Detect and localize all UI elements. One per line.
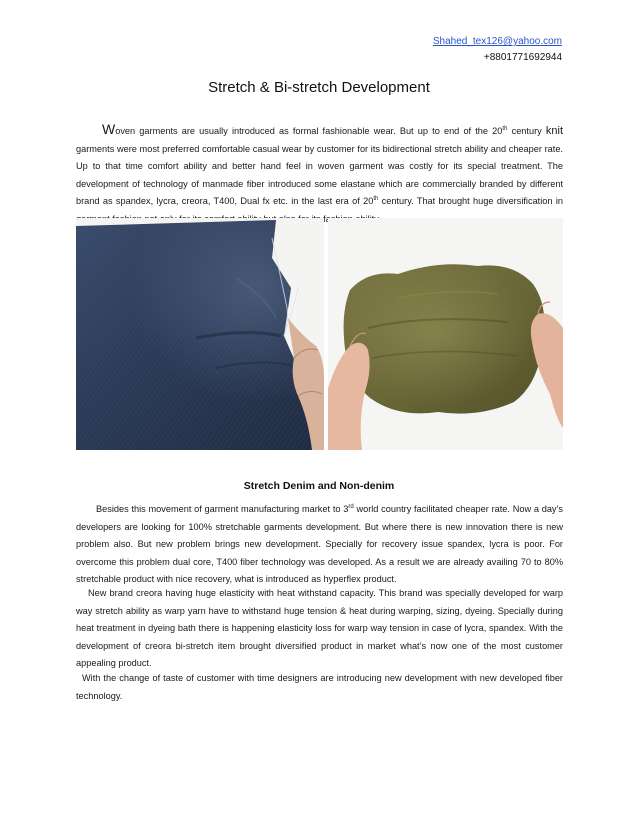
knit-word: knit <box>545 125 564 137</box>
author-email-link[interactable]: Shahed_tex126@yahoo.com <box>432 36 562 47</box>
denim-fabric-photo <box>76 218 324 450</box>
document-title: Stretch & Bi-stretch Development <box>208 79 430 96</box>
drop-cap: W <box>102 121 116 137</box>
superscript-rd: rd <box>348 503 354 510</box>
paragraph-creora: New brand creora having huge elasticity with heat withstand capacity. This brand was specially developed for warp way stretch ability as warp yarn have to withstand huge tension & heat during warping, sizing, dyeing. Specially during heat treatment in dyeing bath there is happening elasticity loss for warp way tension in case of lycra, spandex. With the development of creora bi-stretch item brought diversified product in market what’s now one of the most customer appealing product. <box>76 588 563 669</box>
intro-text-2: century <box>507 126 546 136</box>
para2-text-2: world country facilitated cheaper rate. Now a day’s developers are looking for 100% stretchable garments development. But where there is new innovation there is new problem also. But new problem brings new development. Specially for recovery issue spandex, lycra is poor. For overcome this problem dual core, T400 fiber technology was developed. As a result we are already availing 70 to 80% stretchable product with nice recovery, what is introduced as hyperflex product. <box>76 504 563 585</box>
knit-fabric-image <box>328 218 563 450</box>
section-heading: Stretch Denim and Non-denim <box>243 480 395 492</box>
intro-text-3: garments were most preferred comfortable casual wear by customer for its bidirectional stretch ability and cheaper rate. Up to that time comfort ability and better hand feel in woven garment was costly for its special treatment. The development of technology of manmade fiber introduced some elastane which are commercially branded by different brand as spandex, lycra, creora, T400, Dual fx etc. in the last era of 20 <box>76 143 563 207</box>
denim-fabric-image <box>76 218 324 450</box>
intro-paragraph <box>76 121 563 229</box>
superscript-th: th <box>373 196 379 203</box>
intro-text-1: oven garments are usually introduced as formal fashionable wear. But up to end of the 20 <box>115 126 503 136</box>
paragraph-stretch-market <box>76 501 563 589</box>
knit-fabric-photo <box>328 218 563 450</box>
intro-text-4: century. That brought huge diversification in <box>381 196 563 207</box>
superscript-th: th <box>502 125 508 132</box>
author-phone: +8801771692944 <box>483 52 562 63</box>
paragraph-conclusion: With the change of taste of customer with time designers are introducing new development with new developed fiber technology. <box>76 673 563 701</box>
para2-text-1: Besides this movement of garment manufacturing market to 3 <box>96 504 349 514</box>
